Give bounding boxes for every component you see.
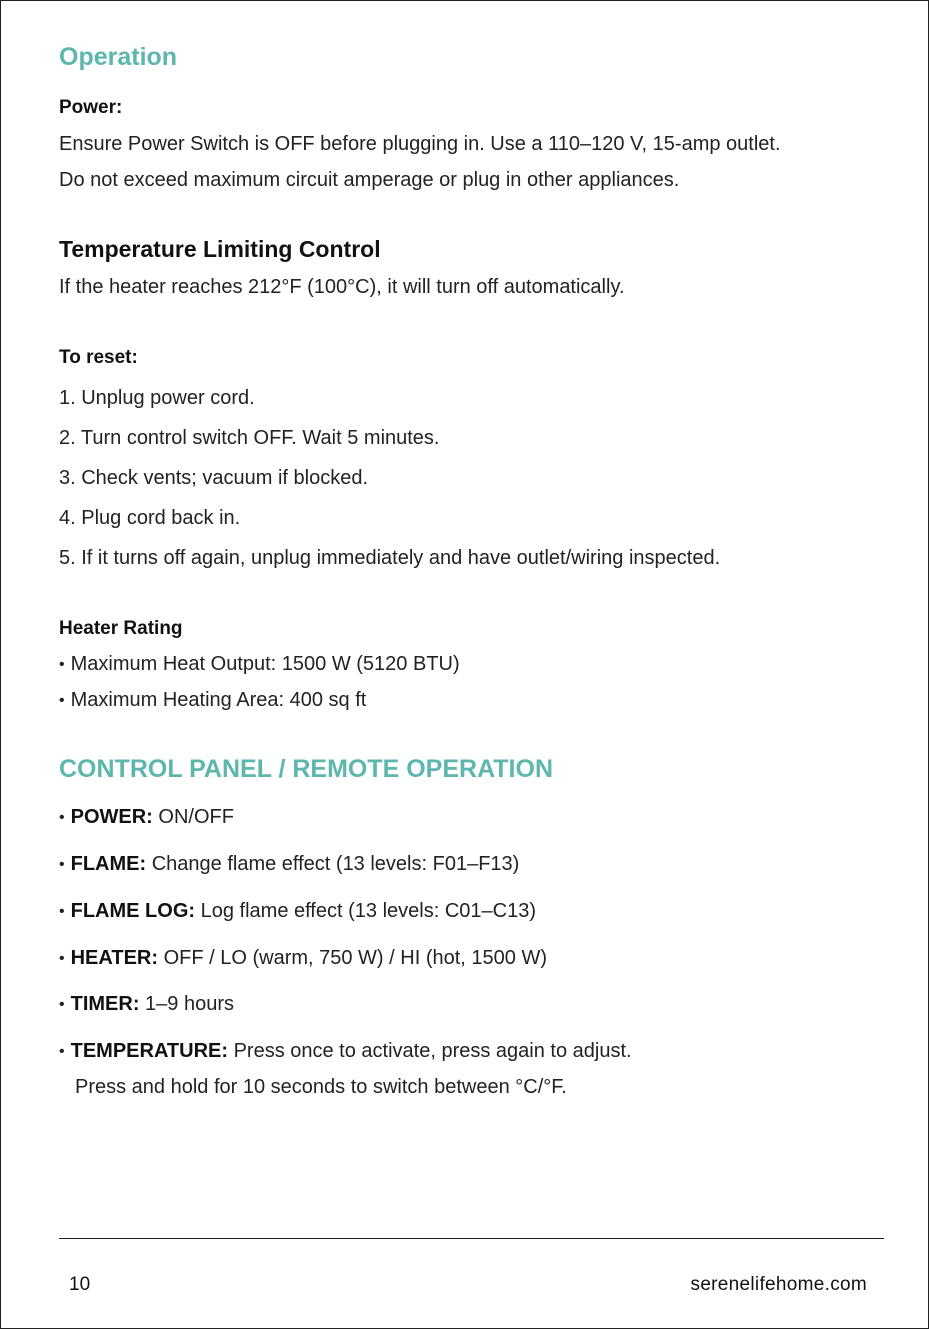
control-key: HEATER: bbox=[70, 947, 159, 969]
reset-step: 4. Plug cord back in. bbox=[59, 507, 241, 529]
control-item-heater bbox=[59, 947, 547, 970]
power-heading: Power: bbox=[59, 97, 123, 118]
rating-item-text: Maximum Heat Output: 1500 W (5120 BTU) bbox=[70, 653, 460, 675]
control-desc: ON/OFF bbox=[152, 806, 234, 828]
power-instruction-line-1: Ensure Power Switch is OFF before plugging in. Use a 110–120 V, 15-amp outlet. bbox=[59, 133, 781, 155]
reset-step: 2. Turn control switch OFF. Wait 5 minutes. bbox=[59, 427, 440, 449]
reset-heading: To reset: bbox=[59, 347, 138, 368]
control-item-temperature bbox=[59, 1040, 632, 1063]
rating-item-text: Maximum Heating Area: 400 sq ft bbox=[70, 689, 367, 711]
control-item-power bbox=[59, 806, 234, 829]
control-key: TEMPERATURE: bbox=[70, 1040, 229, 1062]
control-desc: Press once to activate, press again to adjust. bbox=[228, 1040, 632, 1062]
reset-step: 5. If it turns off again, unplug immediately and have outlet/wiring inspected. bbox=[59, 547, 721, 569]
control-desc: 1–9 hours bbox=[139, 993, 235, 1015]
control-key: TIMER: bbox=[70, 993, 140, 1015]
rating-item bbox=[59, 689, 366, 712]
control-key: FLAME LOG: bbox=[70, 900, 196, 922]
control-item-timer bbox=[59, 993, 234, 1016]
page-number: 10 bbox=[69, 1274, 91, 1295]
control-key: FLAME: bbox=[70, 853, 147, 875]
reset-step: 1. Unplug power cord. bbox=[59, 387, 255, 409]
reset-step: 3. Check vents; vacuum if blocked. bbox=[59, 467, 369, 489]
heater-rating-heading: Heater Rating bbox=[59, 618, 183, 639]
control-panel-heading: CONTROL PANEL / REMOTE OPERATION bbox=[59, 755, 554, 783]
control-item-flame bbox=[59, 853, 519, 876]
control-desc: Log flame effect (13 levels: C01–C13) bbox=[195, 900, 536, 922]
temperature-instruction-line-2: Press and hold for 10 seconds to switch between °C/°F. bbox=[75, 1076, 567, 1098]
control-key: POWER: bbox=[70, 806, 153, 828]
control-item-flame-log bbox=[59, 900, 536, 923]
footer-divider bbox=[59, 1238, 884, 1239]
temperature-control-text: If the heater reaches 212°F (100°C), it will turn off automatically. bbox=[59, 276, 625, 298]
control-desc: OFF / LO (warm, 750 W) / HI (hot, 1500 W) bbox=[158, 947, 547, 969]
rating-item bbox=[59, 653, 460, 676]
power-instruction-line-2: Do not exceed maximum circuit amperage or plug in other appliances. bbox=[59, 169, 680, 191]
operation-heading: Operation bbox=[59, 43, 178, 71]
website-url: serenelifehome.com bbox=[690, 1274, 867, 1295]
control-desc: Change flame effect (13 levels: F01–F13) bbox=[146, 853, 520, 875]
temperature-control-heading: Temperature Limiting Control bbox=[59, 236, 381, 262]
